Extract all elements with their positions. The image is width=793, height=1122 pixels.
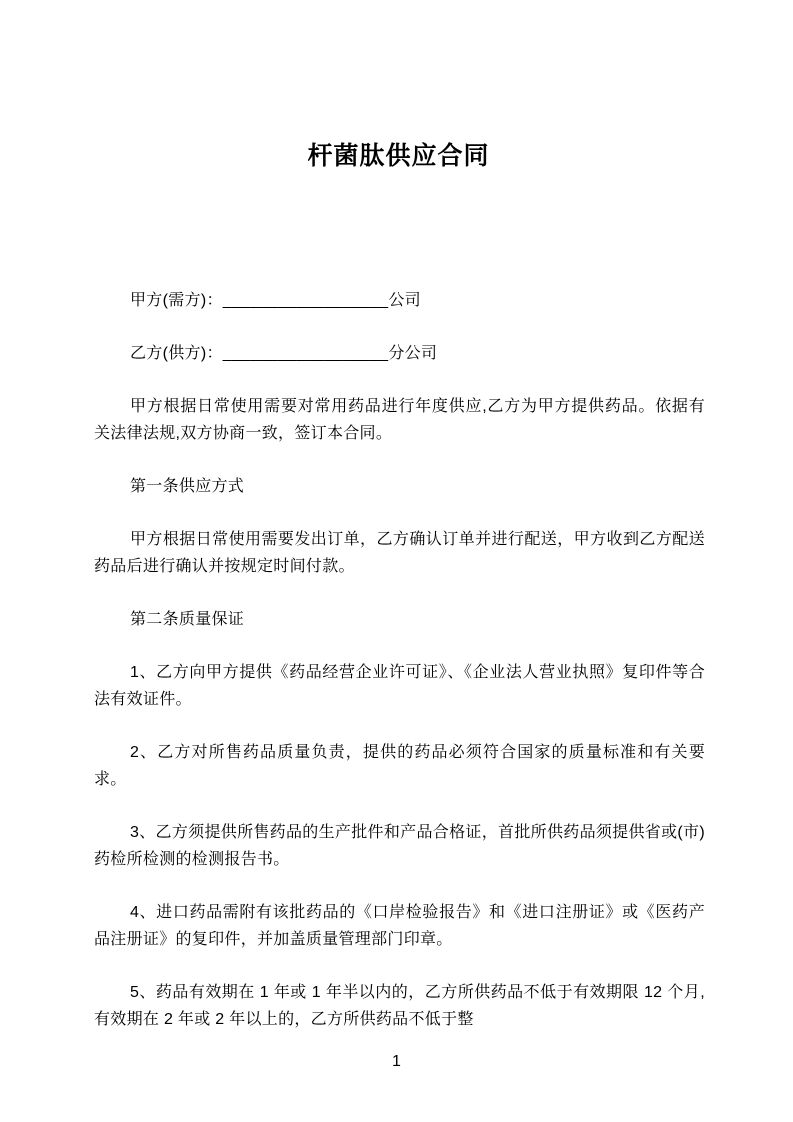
contract-title: 杆菌肽供应合同 <box>307 142 490 170</box>
clause-item-1: 1、乙方向甲方提供《药品经营企业许可证》、《企业法人营业执照》复印件等合法有效证件。 <box>94 664 705 708</box>
intro-paragraph: 甲方根据日常使用需要对常用药品进行年度供应,乙方为甲方提供药品。依据有关法律法规,双方协商一致，签订本合同。 <box>94 398 705 442</box>
party-b-line: 乙方(供方)：__________________分公司 <box>130 345 438 362</box>
clause-item-2: 2、乙方对所售药品质量负责，提供的药品必须符合国家的质量标准和有关要求。 <box>94 744 705 788</box>
clause-item-5: 5、药品有效期在 1 年或 1 年半以内的，乙方所供药品不低于有效期限 12 个月,有效期在 2 年或 2 年以上的，乙方所供药品不低于整 <box>94 984 705 1028</box>
supply-method-paragraph: 甲方根据日常使用需要发出订单，乙方确认订单并进行配送，甲方收到乙方配送药品后进行确认并按规定时间付款。 <box>94 531 705 575</box>
clause-item-3: 3、乙方须提供所售药品的生产批件和产品合格证，首批所供药品须提供省或(市)药检所检测的检测报告书。 <box>94 824 705 868</box>
contract-body <box>0 287 793 1033</box>
section-heading-quality-guarantee: 第二条质量保证 <box>130 611 245 628</box>
section-heading-supply-method: 第一条供应方式 <box>130 478 245 495</box>
page-number: 1 <box>392 1053 401 1070</box>
clause-item-4: 4、进口药品需附有该批药品的《口岸检验报告》和《进口注册证》或《医药产品注册证》的复印件，并加盖质量管理部门印章。 <box>94 904 705 948</box>
party-a-line: 甲方(需方)：__________________公司 <box>130 292 421 309</box>
